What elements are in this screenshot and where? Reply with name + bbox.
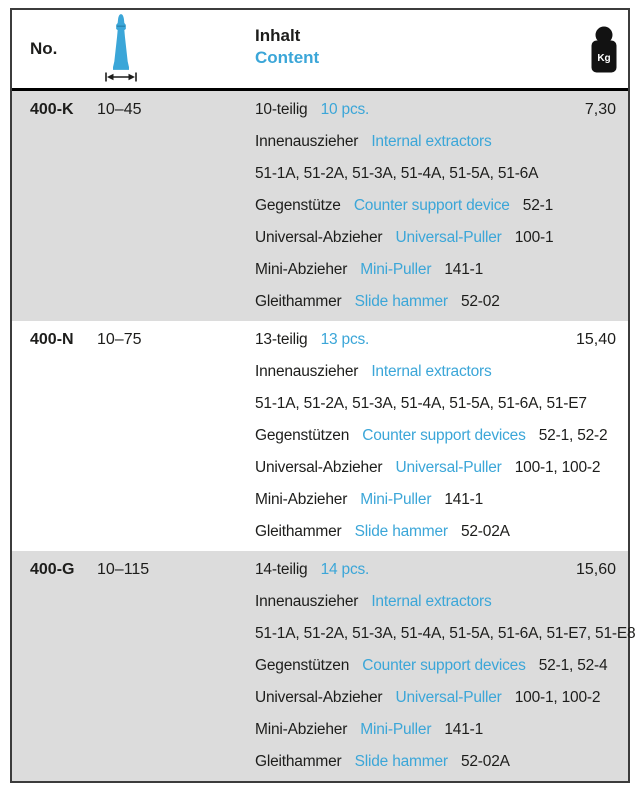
content-line bbox=[255, 222, 616, 254]
weight-column-header bbox=[590, 26, 618, 76]
german-text: 51-1A, 51-2A, 51-3A, 51-4A, 51-5A, 51-6A, 51-E7 bbox=[255, 395, 587, 412]
content-line bbox=[255, 452, 616, 484]
row-content bbox=[255, 94, 616, 318]
german-text: Gleithammer bbox=[255, 523, 342, 540]
kg-weight-icon bbox=[590, 26, 618, 76]
english-text: Counter support devices bbox=[362, 657, 526, 674]
english-text: Slide hammer bbox=[354, 523, 448, 540]
content-line bbox=[255, 420, 616, 452]
content-line bbox=[255, 682, 616, 714]
content-line bbox=[255, 324, 616, 356]
table-header bbox=[12, 10, 628, 91]
german-text: Innenauszieher bbox=[255, 363, 359, 380]
english-text: Mini-Puller bbox=[360, 721, 432, 738]
content-line bbox=[255, 286, 616, 318]
english-text: Mini-Puller bbox=[360, 491, 432, 508]
extractor-tool-icon bbox=[108, 13, 134, 71]
product-codes: 100-1 bbox=[514, 229, 554, 246]
content-line bbox=[255, 516, 616, 548]
german-text: Mini-Abzieher bbox=[255, 491, 348, 508]
content-line bbox=[255, 618, 636, 650]
english-text: Counter support device bbox=[353, 197, 510, 214]
product-codes: 52-1 bbox=[522, 197, 554, 214]
english-text: 10 pcs. bbox=[320, 101, 370, 118]
content-line bbox=[255, 650, 616, 682]
header-no-label: No. bbox=[30, 39, 58, 58]
product-codes: 141-1 bbox=[444, 491, 484, 508]
table-body bbox=[12, 91, 636, 781]
content-line bbox=[255, 158, 616, 190]
product-codes: 52-1, 52-4 bbox=[538, 657, 608, 674]
width-measure-arrow-icon bbox=[104, 71, 138, 83]
header-content-label: Content bbox=[255, 48, 320, 67]
english-text: Slide hammer bbox=[354, 293, 448, 310]
german-text: Universal-Abzieher bbox=[255, 459, 383, 476]
table-row bbox=[12, 551, 636, 781]
table-row bbox=[12, 91, 628, 321]
german-text: Gegenstützen bbox=[255, 427, 350, 444]
content-line bbox=[255, 714, 616, 746]
english-text: Universal-Puller bbox=[395, 459, 502, 476]
content-line bbox=[255, 126, 616, 158]
english-text: Slide hammer bbox=[354, 753, 448, 770]
german-text: Gleithammer bbox=[255, 753, 342, 770]
english-text: Counter support devices bbox=[362, 427, 526, 444]
english-text: Internal extractors bbox=[371, 133, 492, 150]
german-text: Gegenstütze bbox=[255, 197, 341, 214]
content-line bbox=[255, 254, 616, 286]
clamping-range-column-header bbox=[98, 13, 144, 85]
german-text: Mini-Abzieher bbox=[255, 261, 348, 278]
kg-icon-label: Kg bbox=[597, 53, 611, 64]
english-text: Internal extractors bbox=[371, 363, 492, 380]
english-text: Universal-Puller bbox=[395, 689, 502, 706]
product-codes: 100-1, 100-2 bbox=[514, 689, 601, 706]
content-line bbox=[255, 388, 616, 420]
english-text: Mini-Puller bbox=[360, 261, 432, 278]
english-text: Universal-Puller bbox=[395, 229, 502, 246]
german-text: 51-1A, 51-2A, 51-3A, 51-4A, 51-5A, 51-6A, 51-E7, 51-E8 bbox=[255, 625, 636, 642]
product-number: 400-K bbox=[30, 101, 74, 118]
german-text: Universal-Abzieher bbox=[255, 229, 383, 246]
content-line bbox=[255, 746, 616, 778]
english-text: 13 pcs. bbox=[320, 331, 370, 348]
product-codes: 52-02A bbox=[460, 753, 510, 770]
german-text: 10-teilig bbox=[255, 101, 308, 118]
row-content bbox=[255, 324, 616, 548]
clamping-range-value: 10–75 bbox=[97, 331, 142, 348]
content-line bbox=[255, 484, 616, 516]
product-codes: 52-1, 52-2 bbox=[538, 427, 608, 444]
german-text: Gegenstützen bbox=[255, 657, 350, 674]
weight-value: 15,60 bbox=[575, 561, 616, 578]
german-text: Gleithammer bbox=[255, 293, 342, 310]
clamping-range-value: 10–115 bbox=[97, 561, 150, 578]
english-text: Internal extractors bbox=[371, 593, 492, 610]
german-text: 14-teilig bbox=[255, 561, 308, 578]
german-text: 13-teilig bbox=[255, 331, 308, 348]
product-codes: 52-02 bbox=[460, 293, 500, 310]
clamping-range-value: 10–45 bbox=[97, 101, 142, 118]
weight-value: 7,30 bbox=[584, 101, 616, 118]
product-codes: 52-02A bbox=[460, 523, 510, 540]
product-codes: 141-1 bbox=[444, 261, 484, 278]
weight-value: 15,40 bbox=[575, 331, 616, 348]
content-column-header bbox=[255, 25, 319, 69]
content-line bbox=[255, 94, 616, 126]
german-text: 51-1A, 51-2A, 51-3A, 51-4A, 51-5A, 51-6A bbox=[255, 165, 539, 182]
content-line bbox=[255, 554, 616, 586]
row-content bbox=[255, 554, 636, 778]
product-codes: 100-1, 100-2 bbox=[514, 459, 601, 476]
german-text: Mini-Abzieher bbox=[255, 721, 348, 738]
table-row bbox=[12, 321, 628, 551]
product-number: 400-G bbox=[30, 561, 75, 578]
product-table bbox=[10, 8, 636, 783]
english-text: 14 pcs. bbox=[320, 561, 370, 578]
header-inhalt-label: Inhalt bbox=[255, 26, 301, 45]
german-text: Universal-Abzieher bbox=[255, 689, 383, 706]
german-text: Innenauszieher bbox=[255, 133, 359, 150]
product-codes: 141-1 bbox=[444, 721, 484, 738]
product-number: 400-N bbox=[30, 331, 74, 348]
content-line bbox=[255, 356, 616, 388]
content-line bbox=[255, 586, 616, 618]
german-text: Innenauszieher bbox=[255, 593, 359, 610]
content-line bbox=[255, 190, 616, 222]
